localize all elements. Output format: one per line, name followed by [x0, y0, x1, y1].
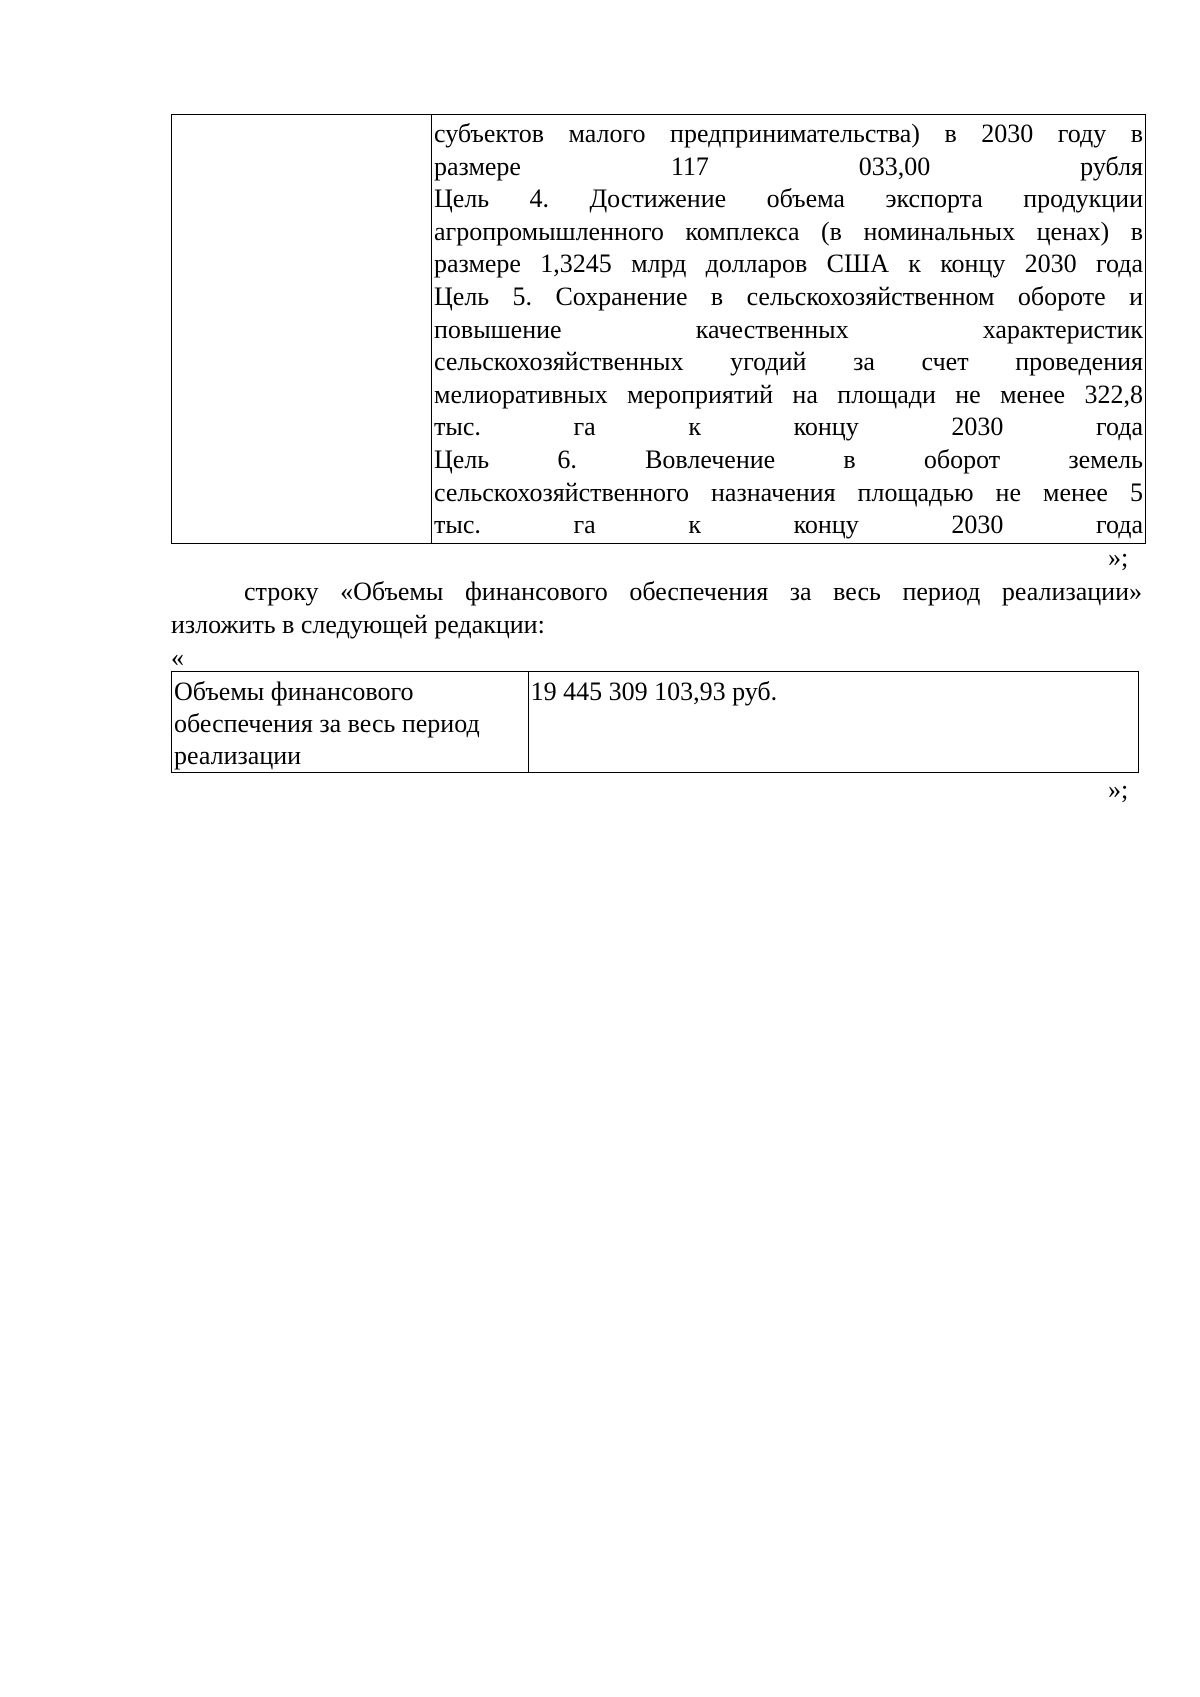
goal-text-line: размере 1,3245 млрд долларов США к концу 2030 года: [434, 249, 1143, 279]
goal-text-line: тыс. га к концу 2030 года: [434, 412, 1143, 442]
financing-label-line: Объемы финансового: [174, 677, 414, 706]
financing-label-line: обеспечения за весь период: [174, 709, 480, 738]
table-cell-label: [172, 115, 432, 544]
closing-quote: »;: [1108, 543, 1129, 572]
paragraph-line: строку «Объемы финансового обеспечения за весь период реализации»: [244, 577, 1142, 606]
opening-quote: «: [171, 643, 184, 672]
goal-text-line: повышение качественных характеристик: [434, 314, 1143, 344]
table-row: [172, 672, 1139, 773]
paragraph-line: изложить в следующей редакции:: [171, 610, 545, 639]
goal-text-line: агропромышленного комплекса (в номинальных ценах) в: [434, 216, 1143, 246]
passport-table-continuation: [171, 114, 1146, 544]
goal-text-line: сельскохозяйственных угодий за счет проведения: [434, 347, 1143, 377]
table-row: [172, 115, 1146, 544]
financing-label-line: реализации: [174, 741, 302, 770]
goal-text-line: тыс. га к концу 2030 года: [434, 510, 1143, 540]
goal-text-line: сельскохозяйственного назначения площадью не менее 5: [434, 477, 1143, 507]
goal-text-line: Цель 6. Вовлечение в оборот земель: [434, 444, 1143, 474]
goal-text-line: Цель 4. Достижение объема экспорта продукции: [434, 184, 1143, 214]
closing-quote: »;: [1108, 775, 1129, 804]
goal-text-line: субъектов малого предпринимательства) в 2030 году в: [434, 119, 1143, 148]
table-cell-goals: [432, 115, 1146, 544]
financing-label-cell: [172, 672, 529, 773]
amendment-paragraph: [171, 575, 1142, 641]
goals-text: [434, 118, 1143, 542]
goal-text-line: мелиоративных мероприятий на площади не менее 322,8: [434, 379, 1143, 409]
goal-text-line: Цель 5. Сохранение в сельскохозяйственном обороте и: [434, 281, 1143, 311]
financing-value-cell: 19 445 309 103,93 руб.: [528, 672, 1138, 773]
financing-table: [171, 671, 1139, 773]
goal-text-line: размере 117 033,00 рубля: [434, 151, 1143, 181]
